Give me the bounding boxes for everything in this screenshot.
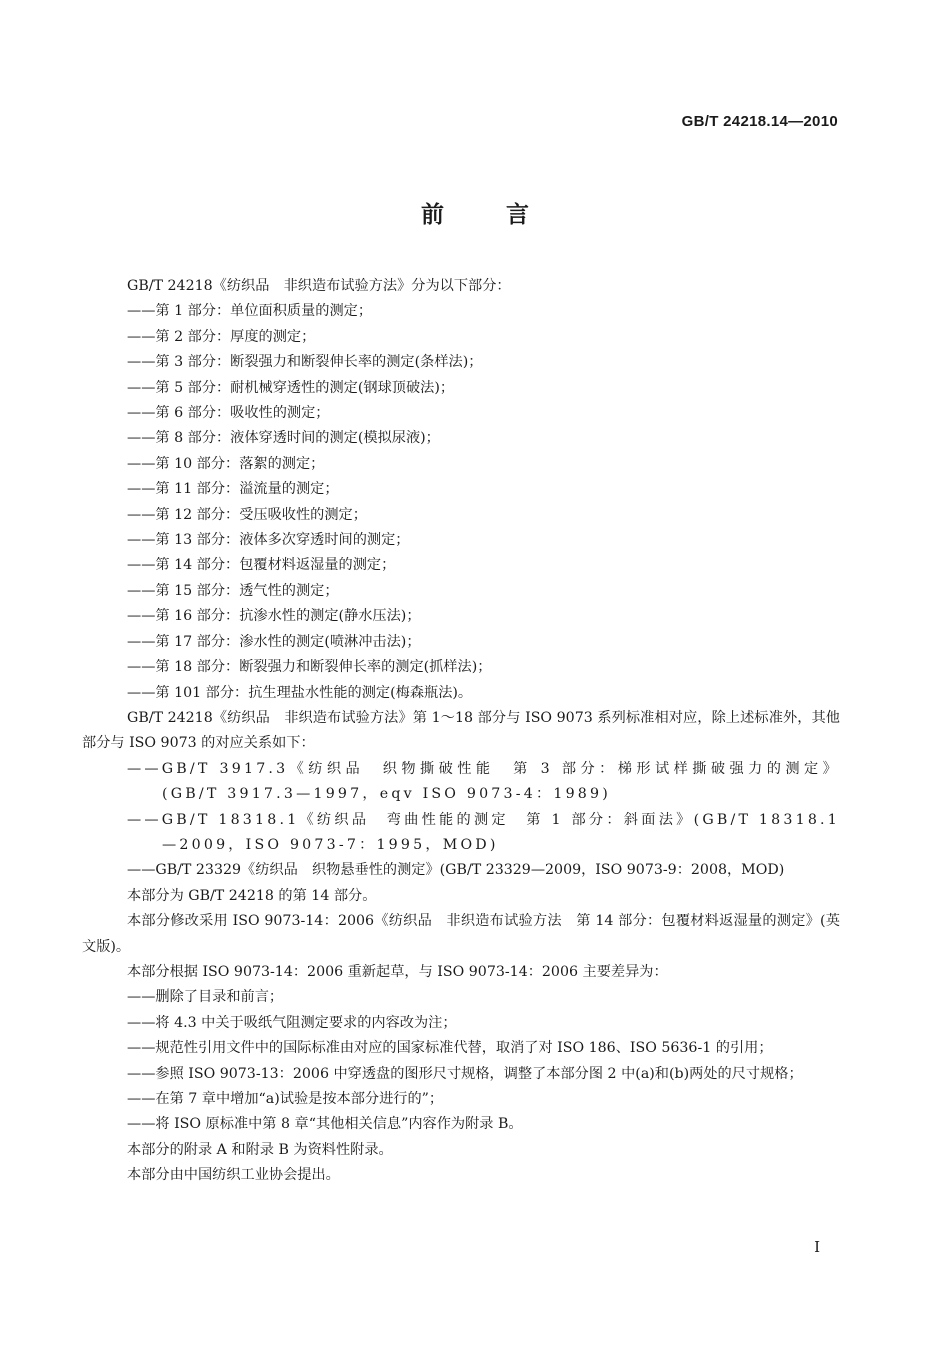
list-item: ——第 6 部分：吸收性的测定； — [127, 405, 330, 422]
list-item: ——第 12 部分：受压吸收性的测定； — [127, 506, 367, 523]
page-number: I — [814, 1238, 820, 1256]
list-item: ——将 ISO 原标准中第 8 章“其他相关信息”内容作为附录 B。 — [127, 1116, 523, 1133]
standard-number: GB/T 24218.14—2010 — [681, 113, 838, 130]
page-title: 前言 — [421, 201, 591, 228]
list-item: ——第 1 部分：单位面积质量的测定； — [127, 303, 373, 320]
list-item: ——第 16 部分：抗渗水性的测定(静水压法)； — [127, 608, 421, 625]
preface-body — [82, 274, 840, 1189]
list-item: ——参照 ISO 9073-13：2006 中穿透盘的图形尺寸规格，调整了本部分图 2 中(a)和(b)两处的尺寸规格； — [127, 1065, 803, 1082]
list-item: ——第 11 部分：溢流量的测定； — [127, 481, 339, 498]
intro-paragraph: GB/T 24218《纺织品 非织造布试验方法》分为以下部分： — [127, 278, 511, 294]
list-item: ——第 2 部分：厚度的测定； — [127, 328, 316, 345]
adoption-paragraph: 本部分修改采用 ISO 9073-14：2006《纺织品 非织造布试验方法 第 14 部分：包覆材料返湿量的测定》(英文版)。 — [82, 913, 840, 955]
correspondence-paragraph: GB/T 24218《纺织品 非织造布试验方法》第 1～18 部分与 ISO 9073 系列标准相对应，除上述标准外，其他部分与 ISO 9073 的对应关系如下： — [82, 709, 840, 752]
annex-paragraph: 本部分的附录 A 和附录 B 为资料性附录。 — [127, 1141, 393, 1158]
list-item: ——第 15 部分：透气性的测定； — [127, 582, 339, 599]
differences-paragraph: 本部分根据 ISO 9073-14：2006 重新起草，与 ISO 9073-14：2006 主要差异为： — [127, 963, 668, 980]
differences-list — [82, 985, 840, 1137]
list-item: ——第 8 部分：液体穿透时间的测定(模拟尿液)； — [127, 430, 440, 447]
correspondence-list — [82, 757, 840, 884]
list-item: ——第 5 部分：耐机械穿透性的测定(钢球顶破法)； — [127, 379, 455, 396]
list-item: ——在第 7 章中增加“a)试验是按本部分进行的”； — [127, 1091, 444, 1107]
proposer-paragraph: 本部分由中国纺织工业协会提出。 — [127, 1167, 340, 1184]
part-paragraph: 本部分为 GB/T 24218 的第 14 部分。 — [127, 887, 377, 904]
list-item: ——GB/T 3917.3《纺织品 织物撕破性能 第 3 部分：梯形试样撕破强力的测定》(GB/T 3917.3—1997，eqv ISO 9073-4：1989) — [127, 760, 840, 803]
list-item: ——GB/T 18318.1《纺织品 弯曲性能的测定 第 1 部分：斜面法》(GB/T 18318.1—2009，ISO 9073-7：1995，MOD) — [127, 811, 840, 853]
list-item: ——第 101 部分：抗生理盐水性能的测定(梅森瓶法)。 — [127, 684, 473, 701]
parts-list — [82, 299, 840, 706]
list-item: ——第 13 部分：液体多次穿透时间的测定； — [127, 532, 410, 549]
list-item: ——将 4.3 中关于吸纸气阻测定要求的内容改为注； — [127, 1014, 457, 1031]
list-item: ——第 14 部分：包覆材料返湿量的测定； — [127, 557, 396, 574]
list-item: ——删除了目录和前言； — [127, 989, 284, 1006]
list-item: ——第 10 部分：落絮的测定； — [127, 455, 325, 472]
list-item: ——第 3 部分：断裂强力和断裂伸长率的测定(条样法)； — [127, 354, 483, 371]
list-item: ——第 17 部分：渗水性的测定(喷淋冲击法)； — [127, 633, 421, 650]
list-item: ——GB/T 23329《纺织品 织物悬垂性的测定》(GB/T 23329—2009，ISO 9073-9：2008，MOD) — [127, 862, 785, 879]
list-item: ——规范性引用文件中的国际标准由对应的国家标准代替，取消了对 ISO 186、ISO 5636-1 的引用； — [127, 1040, 773, 1057]
list-item: ——第 18 部分：断裂强力和断裂伸长率的测定(抓样法)； — [127, 659, 492, 676]
